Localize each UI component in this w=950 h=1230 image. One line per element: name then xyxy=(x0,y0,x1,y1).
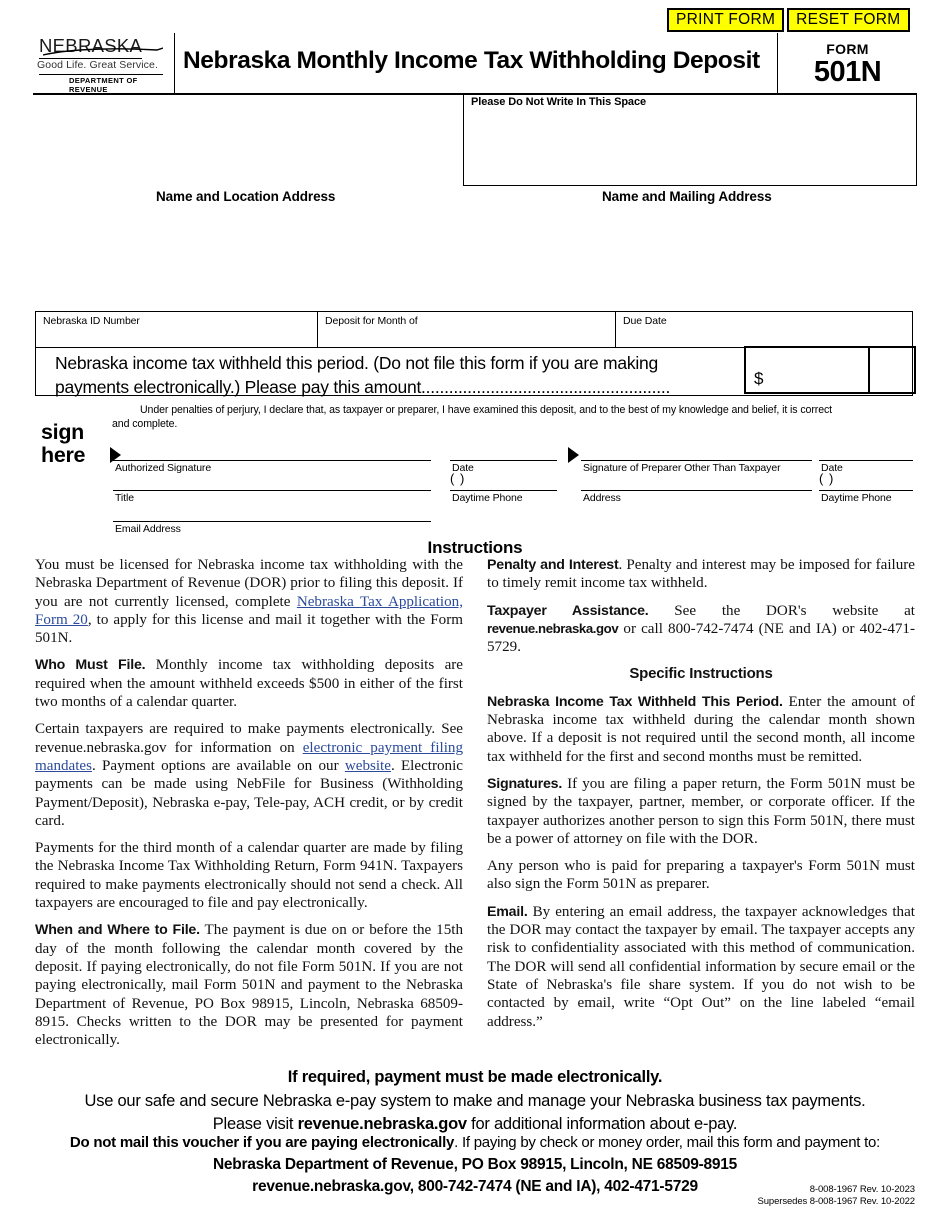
footer-mailing-address: Nebraska Department of Revenue, PO Box 98915, Lincoln, NE 68509-8915 xyxy=(212,1156,737,1173)
instr-paragraph-third-month: Payments for the third month of a calendar quarter are made by filing the Nebraska Income Tax Withholding Return, Form 941N. Taxpayers required to make payments electronically should not send a check. All taxpayers are encouraged to file and pay electronically. xyxy=(35,840,463,912)
sign-here-label xyxy=(41,421,85,467)
logo-wordmark xyxy=(37,35,165,57)
logo-tagline: Good Life. Great Service. xyxy=(37,59,158,71)
when-where-heading: When and Where to File. xyxy=(35,922,200,939)
daytime-phone-label: Daytime Phone xyxy=(452,492,523,504)
form-header xyxy=(33,33,917,95)
instructions-right-column xyxy=(487,556,915,1031)
location-address-label: Name and Location Address xyxy=(156,189,336,204)
nebraska-id-field[interactable] xyxy=(36,312,318,347)
footer-contact-info: revenue.nebraska.gov, 800-742-7474 (NE and IA), 402-471-5729 xyxy=(252,1178,698,1195)
signatures-body: If you are filing a paper return, the Form 501N must be signed by the taxpayer, partner, member, or corporate officer. If the taxpayer authorizes another person to sign this Form 501N, there must be a power of attorney on file with the DOR. xyxy=(487,775,915,847)
instr-paragraph-email xyxy=(487,903,915,1031)
amount-line-1: Nebraska income tax withheld this period. (Do not file this form if you are making xyxy=(55,353,658,373)
sign-here-line-1: sign xyxy=(41,420,84,444)
dollar-sign-icon: $ xyxy=(754,369,764,388)
instr-paragraph-electronic xyxy=(35,720,463,830)
filing-mandates-link[interactable]: electronic payment filing mandates xyxy=(35,739,463,774)
instr-paragraph-when-where xyxy=(35,921,463,1049)
form-number-cell xyxy=(777,33,917,93)
email-heading: Email. xyxy=(487,903,528,920)
phone-parens-taxpayer: ( ) xyxy=(450,471,466,486)
assistance-text-b: or call 800-742-7474 (NE and IA) or 402-471-5729. xyxy=(487,620,915,656)
preparer-address-input[interactable] xyxy=(581,490,812,491)
preparer-signature-label: Signature of Preparer Other Than Taxpayer xyxy=(583,462,781,474)
form-20-link[interactable]: Nebraska Tax Application, Form 20 xyxy=(35,593,463,628)
preparer-date-label: Date xyxy=(821,462,843,474)
do-not-mail-rest: . If paying by check or money order, mail this form and payment to: xyxy=(454,1134,881,1151)
instructions-heading: Instructions xyxy=(427,538,523,557)
licensing-text-a: You must be licensed for Nebraska income tax withholding with the Nebraska Department of Revenue (DOR) prior to filing this deposit. If you are not currently licensed, complete xyxy=(35,557,463,610)
do-not-write-label: Please Do Not Write In This Space xyxy=(471,96,646,108)
daytime-phone-input[interactable] xyxy=(450,490,557,491)
address-label: Address xyxy=(583,492,621,504)
instr-paragraph-withheld-period xyxy=(487,693,915,766)
authorized-signature-label: Authorized Signature xyxy=(115,462,212,474)
who-must-file-body: Monthly income tax withholding deposits are required when the amount withheld exceeds $500 in either of the first two months of a calendar quarter. xyxy=(35,657,463,711)
instr-paragraph-who-must-file xyxy=(35,656,463,711)
instr-paragraph-assistance xyxy=(487,602,915,657)
reset-form-button[interactable]: RESET FORM xyxy=(787,8,909,32)
perjury-statement: Under penalties of perjury, I declare that, as taxpayer or preparer, I have examined this deposit, and to the best of my knowledge and belief, it is correct and complete. xyxy=(112,404,833,430)
email-address-label: Email Address xyxy=(115,523,181,535)
when-where-body: The payment is due on or before the 15th day of the month following the calendar month covered by the deposit. If paying electronically, do not file Form 501N. If you are not paying electronically, mail Form 501N and payment to the Nebraska Department of Revenue, PO Box 98915, Lincoln, Nebraska 68509-8915. Checks written to the DOR may be presented for payment electronically. xyxy=(35,922,463,1049)
mailing-address-label: Name and Mailing Address xyxy=(602,189,772,204)
instr-paragraph-signatures xyxy=(487,775,915,848)
amount-cents-input[interactable] xyxy=(870,348,914,392)
amount-due-row xyxy=(35,348,913,396)
title-label: Title xyxy=(115,492,134,504)
preparer-signature-input[interactable] xyxy=(581,460,812,461)
epay-visit-pre: Please visit xyxy=(212,1115,298,1133)
deposit-month-label: Deposit for Month of xyxy=(325,315,418,327)
nebraska-logo xyxy=(33,33,175,93)
electronic-text-c: . Electronic payments can be made using NebFile for Business (Withholding Payment/Deposit), Nebraska e-pay, Tele-pay, ACH credit, or by credit card. xyxy=(35,757,463,829)
assistance-text-a: See the DOR's website at xyxy=(648,602,915,619)
epay-line-a: Use our safe and secure Nebraska e-pay system to make and manage your Nebraska business tax payments. xyxy=(84,1092,866,1110)
do-not-mail-bold: Do not mail this voucher if you are paying electronically xyxy=(69,1134,455,1151)
amount-entry-box xyxy=(744,346,916,394)
revenue-site-text: revenue.nebraska.gov xyxy=(487,620,619,636)
email-address-input[interactable] xyxy=(113,521,431,522)
form-action-buttons xyxy=(667,8,910,32)
penalty-interest-heading: Penalty and Interest xyxy=(487,557,619,573)
due-date-label: Due Date xyxy=(623,315,667,327)
nebraska-id-label: Nebraska ID Number xyxy=(43,315,140,327)
withheld-period-body: Enter the amount of Nebraska income tax withheld during the calendar month shown above. If a deposit is not required until the second month, all income tax withheld for the first and second months must be remitted. xyxy=(487,693,915,765)
email-body: By entering an email address, the taxpayer acknowledges that the DOR may contact the taxpayer by email. The taxpayer accepts any risk to confidentiality associated with this method of communication. The DOR will send all confidential information by secure email or the State of Nebraska's file share system. If you do not wish to be contacted by email, write “Opt Out” on the line labeled “email address.” xyxy=(487,903,915,1030)
instr-paragraph-penalty xyxy=(487,556,915,593)
epay-visit-post: for additional information about e-pay. xyxy=(466,1115,738,1133)
print-form-button[interactable]: PRINT FORM xyxy=(667,8,784,32)
footer-epay-notice xyxy=(0,1090,950,1136)
revision-number: 8-008-1967 Rev. 10-2023 xyxy=(809,1184,915,1195)
page-title: Nebraska Monthly Income Tax Withholding Deposit xyxy=(183,47,760,74)
who-must-file-heading: Who Must File. xyxy=(35,657,146,674)
preparer-arrow-icon xyxy=(568,447,579,463)
specific-instructions-heading: Specific Instructions xyxy=(629,665,773,683)
instructions-left-column xyxy=(35,556,463,1049)
withheld-period-heading: Nebraska Income Tax Withheld This Period. xyxy=(487,693,783,710)
website-link[interactable]: website xyxy=(344,757,391,774)
instr-paragraph-preparer: Any person who is paid for preparing a taxpayer's Form 501N must also sign the Form 501N as preparer. xyxy=(487,858,915,893)
amount-instruction-text xyxy=(55,351,745,399)
logo-divider xyxy=(39,74,163,75)
licensing-text-b: , to apply for this license and mail it together with the Form 501N. xyxy=(35,611,463,647)
due-date-field[interactable] xyxy=(616,312,912,347)
instr-paragraph-licensing xyxy=(35,556,463,647)
logo-name-text: NEBRASKA xyxy=(39,35,142,59)
authorized-signature-input[interactable] xyxy=(113,460,431,461)
sign-here-line-2: here xyxy=(41,443,86,467)
signatures-heading: Signatures. xyxy=(487,775,563,792)
preparer-date-input[interactable] xyxy=(819,460,913,461)
epay-site: revenue.nebraska.gov xyxy=(297,1115,467,1133)
footer-mail-notice xyxy=(0,1134,950,1151)
deposit-month-field[interactable] xyxy=(318,312,616,347)
identification-table xyxy=(35,311,913,348)
title-input[interactable] xyxy=(113,490,431,491)
date-input[interactable] xyxy=(450,460,557,461)
form-word-label: FORM xyxy=(826,41,869,57)
electronic-text-b: . Payment options are available on our xyxy=(92,757,345,774)
logo-department: DEPARTMENT OF REVENUE xyxy=(69,76,138,94)
preparer-daytime-phone-input[interactable] xyxy=(819,490,913,491)
amount-dollars-input[interactable] xyxy=(746,348,870,392)
do-not-write-box xyxy=(463,93,917,186)
preparer-daytime-phone-label: Daytime Phone xyxy=(821,492,892,504)
amount-line-2: payments electronically.) Please pay this amount...................................................... xyxy=(55,377,671,397)
penalty-interest-body: . Penalty and interest may be imposed for failure to timely remit income tax withheld. xyxy=(487,557,915,592)
footer-electronic-notice: If required, payment must be made electronically. xyxy=(287,1068,663,1086)
taxpayer-assistance-heading: Taxpayer Assistance. xyxy=(487,602,649,619)
electronic-text-a: Certain taxpayers are required to make payments electronically. See revenue.nebraska.gov for information on xyxy=(35,721,463,756)
date-label: Date xyxy=(452,462,474,474)
phone-parens-preparer: ( ) xyxy=(819,471,835,486)
supersedes-number: Supersedes 8-008-1967 Rev. 10-2022 xyxy=(757,1196,915,1207)
form-number: 501N xyxy=(813,56,882,88)
